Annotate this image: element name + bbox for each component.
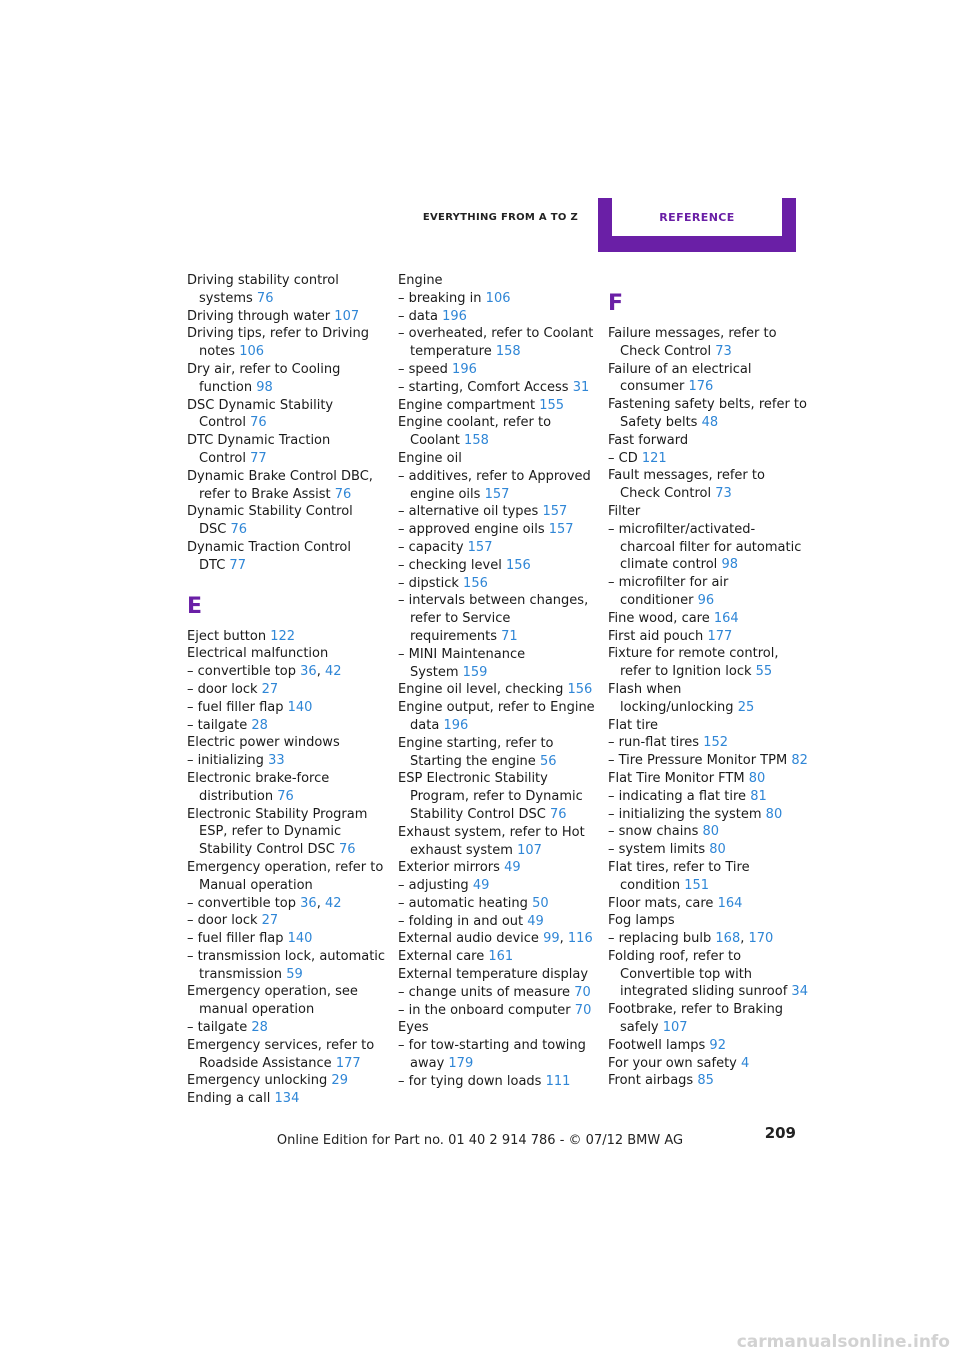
watermark: carmanualsonline.info — [736, 1332, 950, 1352]
page-link[interactable]: 76 — [334, 486, 352, 502]
index-entry — [398, 575, 598, 593]
page-link[interactable]: 158 — [464, 433, 489, 449]
page-link[interactable]: 107 — [662, 1020, 688, 1036]
index-entry — [398, 895, 598, 913]
section-letter: F — [608, 291, 624, 316]
index-entry — [187, 1019, 387, 1037]
page-link[interactable]: 76 — [230, 522, 248, 538]
entry-text: – data — [398, 308, 438, 324]
entry-text: External care — [398, 949, 485, 965]
page-link[interactable]: 27 — [261, 681, 279, 697]
index-entry — [398, 824, 598, 860]
index-entry — [608, 610, 808, 628]
entry-text: Ending a call — [187, 1091, 271, 1107]
entry-text: Engine oil level, checking — [398, 682, 564, 698]
index-entry — [398, 699, 598, 735]
entry-text: – approved engine oils — [398, 522, 545, 538]
index-entry — [398, 361, 598, 379]
page-link[interactable]: 122 — [270, 628, 296, 644]
entry-text: Driving through water — [187, 308, 331, 324]
entry-text: External temperature display — [398, 967, 589, 983]
entry-text: Engine — [398, 273, 443, 288]
entry-text: Emergency operation, see manual operation — [187, 984, 358, 1018]
index-entry — [608, 823, 808, 841]
entry-text: Fastening safety belts, refer to Safety belts — [608, 397, 807, 430]
entry-text: Driving tips, refer to Driving notes — [187, 326, 369, 360]
entry-text: ESP Electronic Stability Program, refer to Dynamic Stability Control DSC — [398, 771, 583, 822]
entry-text: – additives, refer to Approved engine oils — [398, 468, 591, 502]
index-entry — [398, 1002, 598, 1020]
index-entry — [398, 984, 598, 1002]
page-link[interactable]: 116 — [567, 931, 593, 947]
page-link[interactable]: 49 — [527, 913, 544, 929]
index-entry — [398, 468, 598, 504]
index-entry — [608, 361, 808, 397]
entry-text: – in the onboard computer — [398, 1002, 571, 1018]
page-number: 209 — [764, 1124, 796, 1142]
page-link[interactable]: 151 — [684, 877, 710, 893]
page-link[interactable]: 25 — [737, 699, 755, 715]
entry-text: – overheated, refer to Coolant temperature — [398, 326, 594, 360]
page-link[interactable]: 98 — [256, 379, 273, 395]
entry-text: – breaking in — [398, 290, 482, 306]
entry-text: – microfilter/activated-charcoal filter for automatic climate control — [608, 521, 802, 573]
page-link[interactable]: 71 — [501, 628, 518, 644]
page-link[interactable]: 49 — [472, 878, 490, 894]
index-entry — [187, 468, 387, 504]
page-link[interactable]: 56 — [539, 753, 557, 769]
index-column-2 — [398, 272, 598, 1091]
index-entry — [608, 467, 808, 503]
index-entry — [608, 912, 808, 930]
index-entry: – convertible top 36, 42 — [187, 895, 342, 911]
page-link[interactable]: 76 — [549, 806, 567, 822]
page-link[interactable]: 77 — [229, 557, 246, 573]
page-link[interactable]: 34 — [791, 984, 808, 1000]
page-link[interactable]: 28 — [251, 1020, 268, 1036]
page-link[interactable]: 80 — [709, 842, 726, 858]
page-link[interactable]: 164 — [713, 610, 739, 626]
entry-text: Exhaust system, refer to Hot exhaust system — [398, 824, 585, 858]
entry-text: DSC Dynamic Stability Control — [187, 397, 334, 431]
index-column-1 — [187, 272, 387, 1108]
entry-text: – tailgate — [187, 1020, 248, 1036]
page-link[interactable]: 140 — [287, 931, 313, 947]
entry-text: Fault messages, refer to Check Control — [608, 468, 765, 502]
index-entry — [608, 734, 808, 752]
entry-text: – dipstick — [398, 575, 459, 591]
index-entry: – convertible top 36, 42 — [187, 664, 342, 680]
entry-text: Engine starting, refer to Starting the engine — [398, 735, 554, 769]
entry-text: Exterior mirrors — [398, 860, 500, 876]
section-header: EVERYTHING FROM A TO Z — [422, 212, 578, 223]
page-link[interactable]: 76 — [256, 290, 274, 306]
entry-text: – CD — [608, 450, 638, 466]
page-link[interactable]: 111 — [545, 1073, 571, 1089]
index-entry — [187, 912, 387, 930]
entry-text: – speed — [398, 361, 448, 377]
page-link[interactable]: 177 — [707, 628, 733, 644]
page-link[interactable]: 48 — [701, 414, 719, 430]
page-link[interactable]: 157 — [542, 504, 568, 520]
page-link[interactable]: 161 — [488, 949, 514, 965]
page-link[interactable]: 168 — [715, 931, 741, 947]
index-entry — [187, 699, 387, 717]
index-entry — [398, 877, 598, 895]
index-entry: External audio device 99, 116 — [398, 931, 593, 947]
page-link[interactable]: 106 — [239, 344, 265, 360]
index-entry — [608, 628, 808, 646]
page-link[interactable]: 196 — [452, 361, 477, 377]
entry-text: For your own safety — [608, 1055, 737, 1071]
index-entry — [187, 734, 387, 752]
entry-text: – change units of measure — [398, 984, 571, 1000]
page-link[interactable]: 177 — [335, 1055, 361, 1071]
index-entry — [608, 432, 808, 450]
page-link[interactable]: 27 — [261, 913, 279, 929]
entry-text: – MINI Maintenance System — [398, 646, 526, 680]
page-link[interactable]: 82 — [791, 753, 808, 769]
entry-text: Fast forward — [608, 432, 689, 448]
index-entry — [608, 450, 808, 468]
entry-text: Emergency operation, refer to Manual operation — [187, 859, 384, 893]
index-entry — [398, 539, 598, 557]
entry-text: Dynamic Traction Control DTC — [187, 539, 351, 573]
index-entry — [398, 290, 598, 308]
index-entry — [187, 503, 387, 539]
page-link[interactable]: 76 — [250, 415, 267, 431]
index-entry — [398, 521, 598, 539]
index-entry — [398, 450, 598, 468]
page-link[interactable]: 156 — [567, 682, 593, 698]
index-entry — [608, 770, 808, 788]
entry-text: – intervals between changes, refer to Service requirements — [398, 593, 589, 644]
index-entry — [187, 1072, 387, 1090]
entry-text: Footbrake, refer to Braking safely — [608, 1002, 784, 1036]
index-entry — [608, 948, 808, 1001]
page-link[interactable]: 170 — [748, 931, 774, 947]
page-link[interactable]: 28 — [251, 717, 268, 733]
reference-tab — [598, 198, 796, 252]
page-link[interactable]: 70 — [574, 1002, 592, 1018]
index-entry — [398, 272, 598, 290]
entry-text: – door lock — [187, 913, 258, 929]
entry-text: Driving stability control systems — [187, 273, 339, 306]
index-entry — [608, 859, 808, 895]
entry-text: Failure of an electrical consumer — [608, 361, 752, 395]
index-entry — [608, 396, 808, 432]
entry-text: First aid pouch — [608, 628, 704, 644]
entry-text: Dynamic Brake Control DBC, refer to Brake Assist — [187, 468, 373, 502]
index-entry — [187, 628, 387, 646]
page-link[interactable]: 80 — [748, 770, 766, 786]
entry-text: – convertible top — [187, 664, 297, 680]
entry-text: – indicating a flat tire — [608, 788, 747, 804]
index-entry — [187, 983, 387, 1019]
page-link[interactable]: 176 — [688, 379, 714, 395]
entry-text: Front airbags — [608, 1073, 694, 1089]
page-link[interactable]: 42 — [324, 895, 342, 911]
page-link[interactable]: 157 — [484, 486, 510, 502]
page-link[interactable]: 73 — [715, 486, 732, 502]
entry-text: Flash when locking/unlocking — [608, 681, 734, 715]
page-link[interactable]: 80 — [702, 824, 720, 840]
entry-text: DTC Dynamic Traction Control — [187, 433, 331, 466]
entry-text: Electrical malfunction — [187, 646, 329, 662]
entry-text: – alternative oil types — [398, 504, 539, 520]
entry-text: – folding in and out — [398, 913, 524, 929]
index-entry — [608, 503, 808, 521]
index-entry: – replacing bulb 168, 170 — [608, 931, 774, 947]
index-entry — [187, 1090, 387, 1108]
entry-text: Engine oil — [398, 450, 462, 466]
entry-text: – initializing the system — [608, 806, 762, 822]
page-link[interactable]: 157 — [467, 539, 493, 555]
entry-text: Fixture for remote control, refer to Ignition lock — [608, 646, 779, 680]
index-entry — [398, 325, 598, 361]
entry-text: Footwell lamps — [608, 1037, 706, 1053]
entry-text: – door lock — [187, 681, 258, 697]
index-entry — [608, 521, 808, 574]
index-entry — [608, 1037, 808, 1055]
entry-text: – run-flat tires — [608, 735, 700, 751]
index-entry — [398, 414, 598, 450]
page-link[interactable]: 107 — [517, 842, 542, 858]
entry-text: Flat Tire Monitor FTM — [608, 770, 745, 786]
entry-text: – tailgate — [187, 717, 248, 733]
page-link[interactable]: 99 — [543, 931, 560, 947]
entry-text: – convertible top — [187, 895, 297, 911]
entry-text: Dynamic Stability Control DSC — [187, 504, 353, 538]
entry-text: – adjusting — [398, 878, 469, 894]
index-entry — [608, 574, 808, 610]
entry-text: Fine wood, care — [608, 610, 710, 626]
index-entry — [398, 308, 598, 326]
entry-text: – for tow-starting and towing away — [398, 1038, 586, 1072]
index-entry — [187, 432, 387, 468]
index-entry — [608, 806, 808, 824]
page-link[interactable]: 157 — [548, 522, 574, 538]
index-entry — [608, 1055, 808, 1073]
page-link[interactable]: 36 — [300, 664, 317, 680]
page-link[interactable]: 134 — [274, 1091, 300, 1107]
page-link[interactable]: 196 — [442, 308, 467, 324]
index-entry — [398, 557, 598, 575]
entry-text: Flat tires, refer to Tire condition — [608, 859, 750, 893]
index-entry — [187, 325, 387, 361]
page-link[interactable]: 164 — [717, 895, 743, 911]
page-link[interactable]: 42 — [324, 664, 342, 680]
index-entry — [608, 325, 808, 361]
entry-text: Electronic brake-force distribution — [187, 770, 330, 804]
index-entry — [398, 966, 598, 984]
index-entry — [608, 1001, 808, 1037]
entry-text: Electronic Stability Program ESP, refer to Dynamic Stability Control DSC — [187, 806, 368, 858]
entry-text: Eyes — [398, 1020, 429, 1036]
index-entry — [187, 361, 387, 397]
entry-text: Folding roof, refer to Convertible top with integrated sliding sunroof — [608, 948, 788, 1000]
index-entry — [398, 859, 598, 877]
entry-text: External audio device — [398, 931, 539, 947]
entry-text: – automatic heating — [398, 895, 528, 911]
page-link[interactable]: 106 — [485, 290, 511, 306]
index-entry — [398, 646, 598, 682]
index-entry — [608, 717, 808, 735]
entry-text: Filter — [608, 503, 641, 519]
index-entry — [187, 859, 387, 895]
entry-text: Floor mats, care — [608, 895, 714, 911]
entry-text: – for tying down loads — [398, 1073, 542, 1089]
index-entry — [398, 1037, 598, 1073]
index-entry — [187, 752, 387, 770]
page-link[interactable]: 33 — [268, 753, 285, 769]
page-link[interactable]: 196 — [443, 717, 469, 733]
index-entry — [187, 806, 387, 859]
entry-text: Engine compartment — [398, 397, 536, 413]
index-entry — [608, 788, 808, 806]
entry-text: – Tire Pressure Monitor TPM — [608, 753, 788, 769]
page-link[interactable]: 50 — [532, 895, 549, 911]
page-link[interactable]: 77 — [250, 450, 267, 466]
index-entry — [398, 397, 598, 415]
reference-tab-label: REFERENCE — [612, 198, 782, 236]
index-entry — [187, 770, 387, 806]
entry-text: Eject button — [187, 628, 267, 644]
entry-text: – checking level — [398, 557, 502, 573]
entry-text: – fuel filler flap — [187, 931, 284, 947]
entry-text: – initializing — [187, 753, 264, 769]
page-link[interactable]: 92 — [709, 1037, 726, 1053]
index-entry — [398, 681, 598, 699]
index-entry — [398, 503, 598, 521]
page-link[interactable]: 158 — [495, 344, 521, 360]
page-link[interactable]: 85 — [697, 1073, 714, 1089]
entry-text: – capacity — [398, 539, 464, 555]
entry-text: – system limits — [608, 842, 706, 858]
index-entry — [398, 379, 598, 397]
section-letter: E — [187, 593, 203, 619]
index-entry — [608, 752, 808, 770]
index-entry — [608, 1072, 808, 1090]
entry-text: – fuel filler flap — [187, 699, 284, 715]
index-entry — [608, 681, 808, 717]
index-entry — [187, 930, 387, 948]
entry-text: – microfilter for air conditioner — [608, 575, 729, 608]
entry-text: Emergency unlocking — [187, 1073, 328, 1089]
index-entry — [608, 841, 808, 859]
entry-text: Emergency services, refer to Roadside Assistance — [187, 1037, 375, 1071]
index-entry — [398, 913, 598, 931]
index-entry — [608, 645, 808, 681]
index-entry — [398, 948, 598, 966]
index-entry — [398, 770, 598, 823]
page-link[interactable]: 73 — [715, 343, 732, 359]
index-entry — [187, 645, 387, 663]
index-entry — [608, 895, 808, 913]
index-entry — [398, 735, 598, 771]
page-link[interactable]: 96 — [697, 592, 715, 608]
index-entry — [187, 681, 387, 699]
entry-text: Dry air, refer to Cooling function — [187, 361, 341, 395]
page-link[interactable]: 70 — [574, 984, 591, 1000]
entry-text: – transmission lock, automatic transmission — [187, 948, 386, 982]
page-link[interactable]: 55 — [755, 664, 773, 680]
page-link[interactable]: 98 — [721, 557, 738, 573]
index-entry — [187, 1037, 387, 1073]
page-link[interactable]: 107 — [334, 308, 360, 324]
page-link[interactable]: 36 — [300, 895, 317, 911]
entry-text: Engine output, refer to Engine data — [398, 700, 595, 733]
page-link[interactable]: 140 — [287, 699, 313, 715]
page-link[interactable]: 159 — [462, 664, 488, 680]
index-column-3 — [608, 272, 808, 1090]
page-link[interactable]: 49 — [504, 860, 521, 876]
entry-text: – snow chains — [608, 824, 699, 840]
page-link[interactable]: 80 — [765, 806, 783, 822]
index-entry — [187, 539, 387, 575]
entry-text: – replacing bulb — [608, 931, 712, 947]
page-link[interactable]: 156 — [505, 557, 531, 573]
page-link[interactable]: 76 — [277, 788, 294, 804]
index-entry — [398, 1019, 598, 1037]
page-link[interactable]: 4 — [741, 1055, 750, 1071]
entry-text: Engine coolant, refer to Coolant — [398, 415, 552, 449]
index-entry — [187, 272, 387, 308]
entry-text: Failure messages, refer to Check Control — [608, 326, 777, 359]
page-link[interactable]: 31 — [572, 379, 590, 395]
entry-text: – starting, Comfort Access — [398, 379, 569, 395]
entry-text: Flat tire — [608, 717, 659, 733]
page-link[interactable]: 76 — [338, 842, 356, 858]
index-entry — [187, 308, 387, 326]
entry-text: Electric power windows — [187, 735, 340, 751]
page-link[interactable]: 179 — [448, 1056, 474, 1072]
index-entry — [187, 717, 387, 735]
page-link[interactable]: 156 — [463, 575, 488, 591]
index-entry — [398, 1073, 598, 1091]
index-entry — [187, 397, 387, 433]
index-entry — [187, 948, 387, 984]
index-entry — [398, 592, 598, 645]
footer-text: Online Edition for Part no. 01 40 2 914 786 - © 07/12 BMW AG — [276, 1133, 684, 1148]
page-link[interactable]: 121 — [641, 450, 667, 466]
page-link[interactable]: 81 — [750, 788, 767, 804]
page-link[interactable]: 29 — [331, 1073, 348, 1089]
page-link[interactable]: 152 — [703, 735, 729, 751]
entry-text: Fog lamps — [608, 913, 675, 929]
page-link[interactable]: 155 — [539, 397, 565, 413]
page-link[interactable]: 59 — [286, 966, 303, 982]
